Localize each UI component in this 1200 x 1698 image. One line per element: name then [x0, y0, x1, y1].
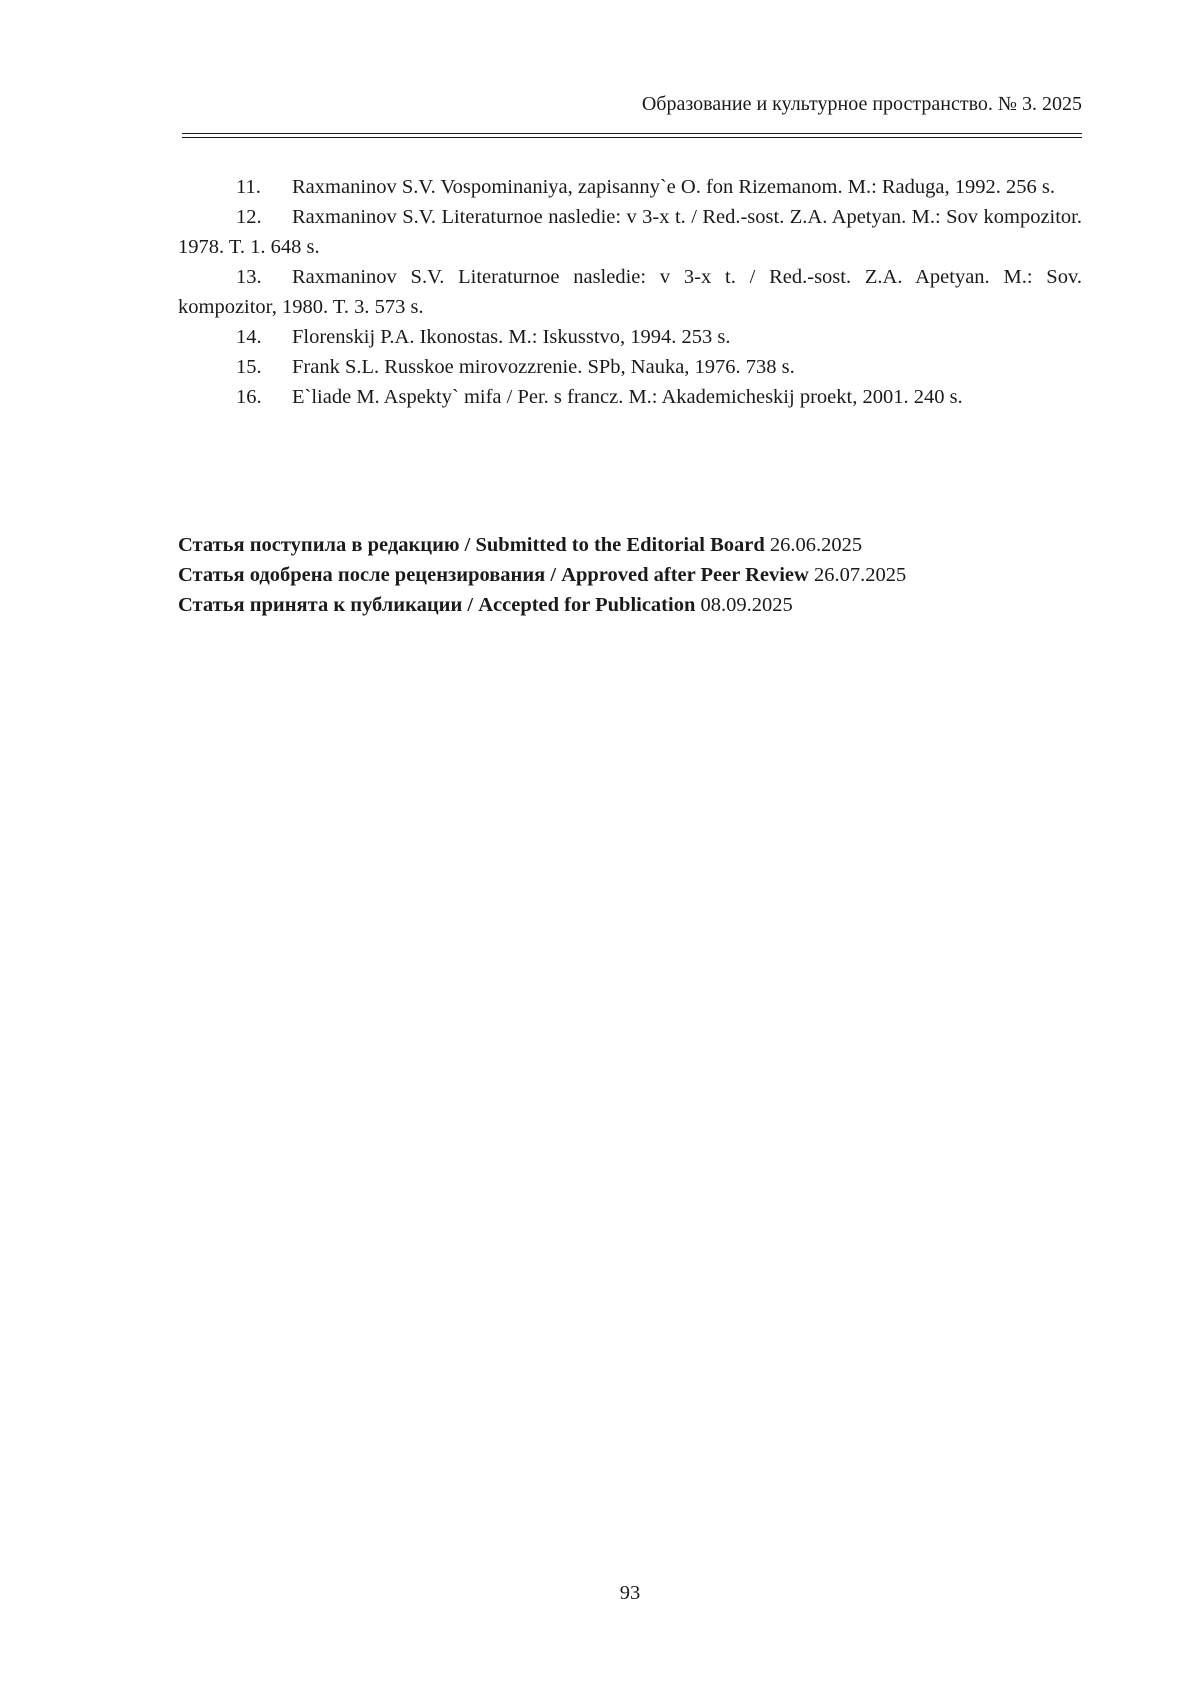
reference-text: Frank S.L. Russkoe mirovozzrenie. SPb, Nauka, 1976. 738 s.: [292, 356, 795, 378]
reference-number: 14.: [236, 326, 262, 348]
header-double-rule: [182, 133, 1082, 138]
accepted-label: Статья принята к публикации / Accepted for Publication: [178, 594, 696, 616]
reference-number: 11.: [236, 176, 261, 198]
reference-item: [178, 172, 1082, 202]
approved-label: Статья одобрена после рецензирования / Approved after Peer Review: [178, 564, 809, 586]
reference-item: [178, 322, 1082, 352]
reference-item: [178, 202, 1082, 262]
reference-item: [178, 262, 1082, 322]
page-number: 93: [619, 1582, 641, 1604]
reference-list: [178, 172, 1082, 412]
reference-text: Raxmaninov S.V. Literaturnoe nasledie: v 3-x t. / Red.-sost. Z.A. Apetyan. M.: Sov. kompozitor, 1980. T. 3. 573 s.: [178, 266, 1082, 318]
reference-text: Florenskij P.A. Ikonostas. M.: Iskusstvo, 1994. 253 s.: [292, 326, 731, 348]
reference-text: E`liade M. Aspekty` mifa / Per. s francz. M.: Akademicheskij proekt, 2001. 240 s.: [292, 386, 963, 408]
submitted-label: Статья поступила в редакцию / Submitted to the Editorial Board: [178, 534, 765, 556]
reference-text: Raxmaninov S.V. Literaturnoe nasledie: v 3-x t. / Red.-sost. Z.A. Apetyan. M.: Sov kompozitor. 1978. T. 1. 648 s.: [178, 206, 1082, 258]
accepted-date: 08.09.2025: [700, 594, 793, 616]
reference-text: Raxmaninov S.V. Vospominaniya, zapisanny`e O. fon Rizemanom. M.: Raduga, 1992. 256 s.: [292, 176, 1055, 198]
submitted-date: 26.06.2025: [769, 534, 863, 556]
editorial-history: [178, 530, 1082, 620]
reference-number: 15.: [236, 356, 262, 378]
reference-item: [178, 382, 1082, 412]
approved-date: 26.07.2025: [813, 564, 907, 586]
reference-item: [178, 352, 1082, 382]
reference-number: 16.: [236, 386, 262, 408]
reference-number: 12.: [236, 206, 262, 228]
accepted-line: [178, 590, 1082, 620]
running-header: Образование и культурное пространство. № 3. 2025: [641, 93, 1082, 115]
approved-line: [178, 560, 1082, 590]
reference-number: 13.: [236, 266, 262, 288]
submitted-line: [178, 530, 1082, 560]
